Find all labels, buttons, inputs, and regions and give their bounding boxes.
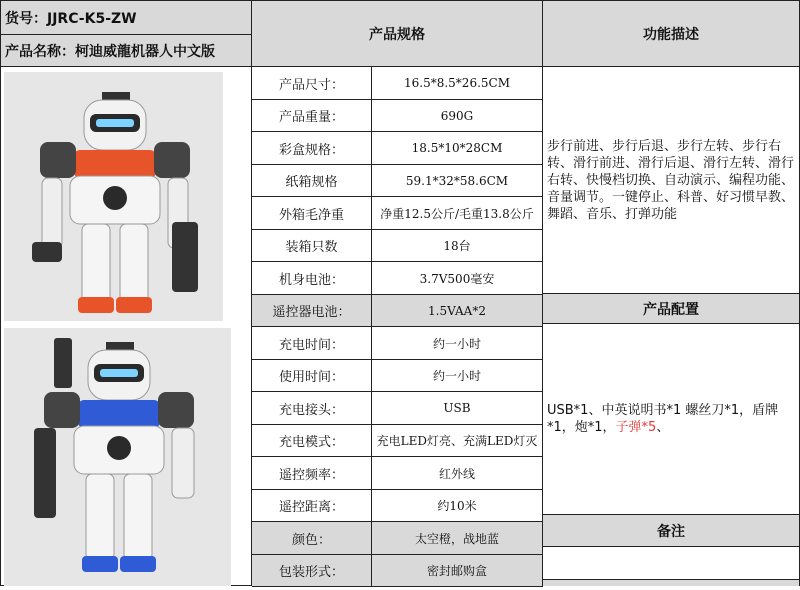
config-text: USB*1、中英说明书*1 螺丝刀*1，盾牌*1，炮*1， xyxy=(547,403,779,435)
spec-label: 产品尺寸： xyxy=(252,67,372,100)
spec-header: 产品规格 xyxy=(252,0,543,67)
spec-value: 690G xyxy=(372,100,543,132)
robot-image-orange xyxy=(4,72,223,321)
item-number: 货号：JJRC-K5-ZW xyxy=(0,0,252,35)
config-header: 产品配置 xyxy=(543,294,800,324)
spec-value: 净重12.5公斤/毛重13.8公斤 xyxy=(372,197,543,230)
spec-label: 外箱毛净重 xyxy=(252,197,372,230)
spec-value: 59.1*32*58.6CM xyxy=(372,165,543,197)
spec-value: 太空橙，战地蓝 xyxy=(372,522,543,555)
spec-value: USB xyxy=(372,392,543,425)
remark-content xyxy=(543,547,800,580)
spec-label: 充电接头： xyxy=(252,392,372,425)
spec-value: 16.5*8.5*26.5CM xyxy=(372,67,543,100)
spec-value: 18台 xyxy=(372,230,543,262)
config-bullets: 子弹*5 xyxy=(615,420,657,435)
spec-label: 遥控频率： xyxy=(252,457,372,490)
config-content xyxy=(543,324,800,515)
spec-label: 充电模式： xyxy=(252,425,372,457)
spec-label: 遥控器电池： xyxy=(252,295,372,327)
function-description-text: 步行前进、步行后退、步行左转、步行右转、滑行前进、滑行后退、滑行左转、滑行右转、快慢档切换、自动演示、编程功能、音量调节。一键停止、科普、好习惯早教、舞蹈、音乐、打弹功能 xyxy=(547,138,795,222)
spec-value: 约一小时 xyxy=(372,327,543,360)
product-name: 产品名称：柯迪威龍机器人中文版 xyxy=(0,35,252,67)
spec-label: 包装形式： xyxy=(252,555,372,587)
spec-label: 充电时间： xyxy=(252,327,372,360)
remark-bottom xyxy=(543,580,800,586)
spec-value: 约10米 xyxy=(372,490,543,522)
function-description xyxy=(543,67,800,294)
function-header: 功能描述 xyxy=(543,0,800,67)
spec-value: 3.7V500毫安 xyxy=(372,262,543,295)
spec-value: 充电LED灯亮、充满LED灯灭 xyxy=(372,425,543,457)
spec-label: 使用时间： xyxy=(252,360,372,392)
spec-value: 约一小时 xyxy=(372,360,543,392)
remark-header: 备注 xyxy=(543,515,800,547)
robot-image-blue xyxy=(4,328,231,586)
spec-label: 产品重量： xyxy=(252,100,372,132)
spec-value: 18.5*10*28CM xyxy=(372,132,543,165)
spec-label: 彩盒规格： xyxy=(252,132,372,165)
spec-value: 红外线 xyxy=(372,457,543,490)
spec-value: 密封邮购盒 xyxy=(372,555,543,587)
spec-label: 颜色： xyxy=(252,522,372,555)
spec-label: 纸箱规格 xyxy=(252,165,372,197)
config-tail: 、 xyxy=(656,420,670,435)
spec-label: 机身电池： xyxy=(252,262,372,295)
spec-label: 遥控距离： xyxy=(252,490,372,522)
spec-label: 装箱只数 xyxy=(252,230,372,262)
spec-value: 1.5VAA*2 xyxy=(372,295,543,327)
